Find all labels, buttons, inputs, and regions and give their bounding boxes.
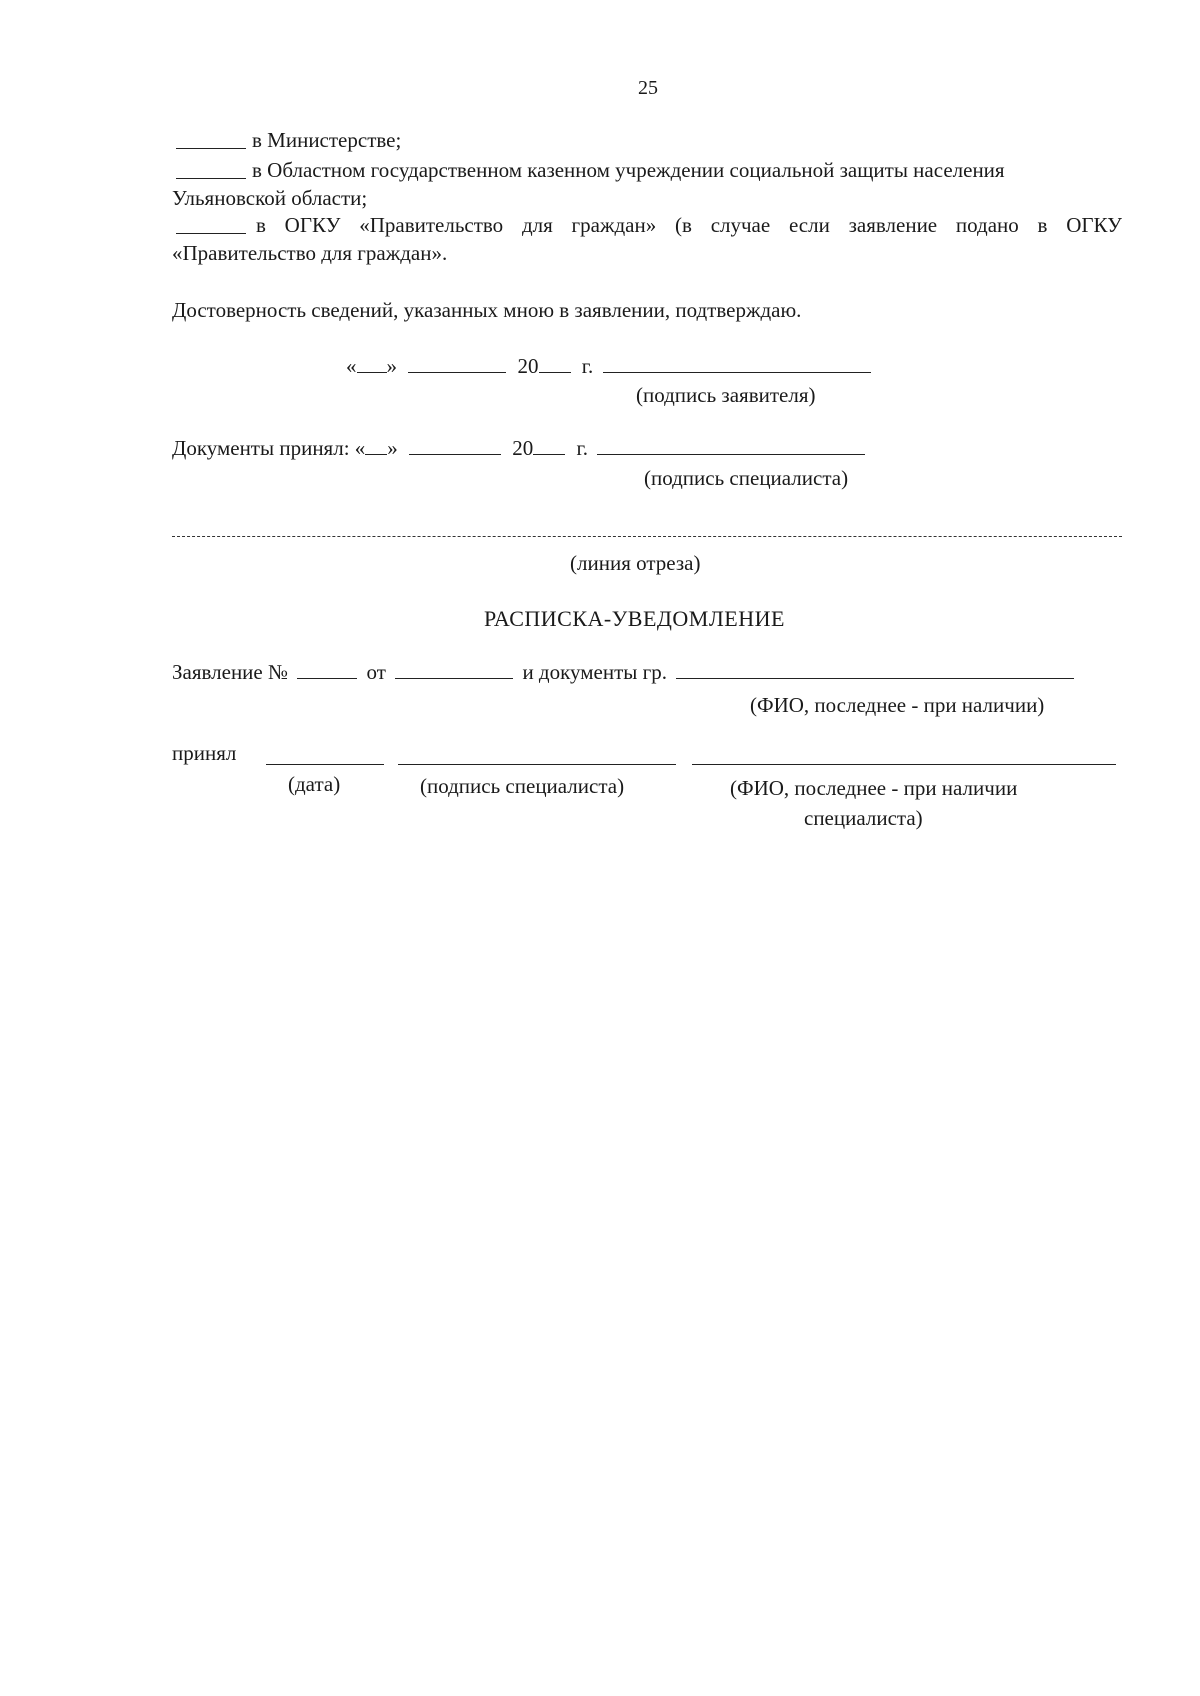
year-blank: [539, 354, 571, 373]
year-suffix: г.: [581, 354, 594, 378]
year-prefix: 20: [517, 354, 539, 378]
accepted-signature-blank: [398, 764, 676, 765]
applicant-signature-blank: [603, 354, 871, 373]
cut-line: [172, 536, 1122, 537]
fio-caption-line1: (ФИО, последнее - при наличии: [730, 776, 1018, 800]
docs-label: и документы гр.: [522, 660, 667, 684]
month-blank: [408, 354, 506, 373]
specialist-signature-blank: [597, 436, 865, 455]
docs-accepted-line: [172, 436, 865, 460]
option-2-text-line1: в Областном государственном казенном учреждении социальной защиты населения: [252, 158, 1005, 182]
applicant-date-line: [346, 354, 871, 378]
from-label: от: [366, 660, 386, 684]
option-3-text-line2: «Правительство для граждан».: [172, 241, 448, 265]
date-caption: (дата): [288, 772, 341, 796]
receipt-statement-line: [172, 660, 1074, 684]
statement-number-blank: [297, 660, 357, 679]
option-3-blank: [176, 233, 246, 234]
day-blank: [365, 436, 387, 455]
year-blank: [533, 436, 565, 455]
signature-caption: (подпись специалиста): [420, 774, 625, 798]
statement-date-blank: [395, 660, 513, 679]
citizen-fio-blank: [676, 660, 1074, 679]
option-2-blank: [176, 178, 246, 179]
close-quote: »: [387, 436, 398, 460]
cut-line-caption: (линия отреза): [570, 551, 701, 575]
year-prefix: 20: [512, 436, 534, 460]
open-quote: «: [346, 354, 357, 378]
option-2-text-line2: Ульяновской области;: [172, 186, 368, 210]
close-quote: »: [386, 354, 397, 378]
year-suffix: г.: [576, 436, 589, 460]
accepted-label: принял: [172, 741, 237, 765]
accepted-date-blank: [266, 764, 384, 765]
option-1-blank: [176, 148, 246, 149]
accepted-fio-blank: [692, 764, 1116, 765]
page-number: 25: [638, 77, 658, 99]
option-3-text-line1: в ОГКУ «Правительство для граждан» (в случае если заявление подано в ОГКУ: [256, 213, 1122, 237]
day-blank: [357, 354, 387, 373]
receipt-title: РАСПИСКА-УВЕДОМЛЕНИЕ: [484, 606, 785, 631]
option-1-text: в Министерстве;: [252, 128, 402, 152]
citizen-fio-caption: (ФИО, последнее - при наличии): [750, 693, 1045, 717]
statement-label: Заявление №: [172, 660, 289, 684]
docs-accepted-label: Документы принял: «: [172, 436, 366, 460]
applicant-signature-caption: (подпись заявителя): [636, 383, 816, 407]
fio-caption-line2: специалиста): [804, 806, 923, 830]
confirmation-text: Достоверность сведений, указанных мною в заявлении, подтверждаю.: [172, 298, 802, 322]
month-blank: [409, 436, 501, 455]
specialist-signature-caption: (подпись специалиста): [644, 466, 849, 490]
